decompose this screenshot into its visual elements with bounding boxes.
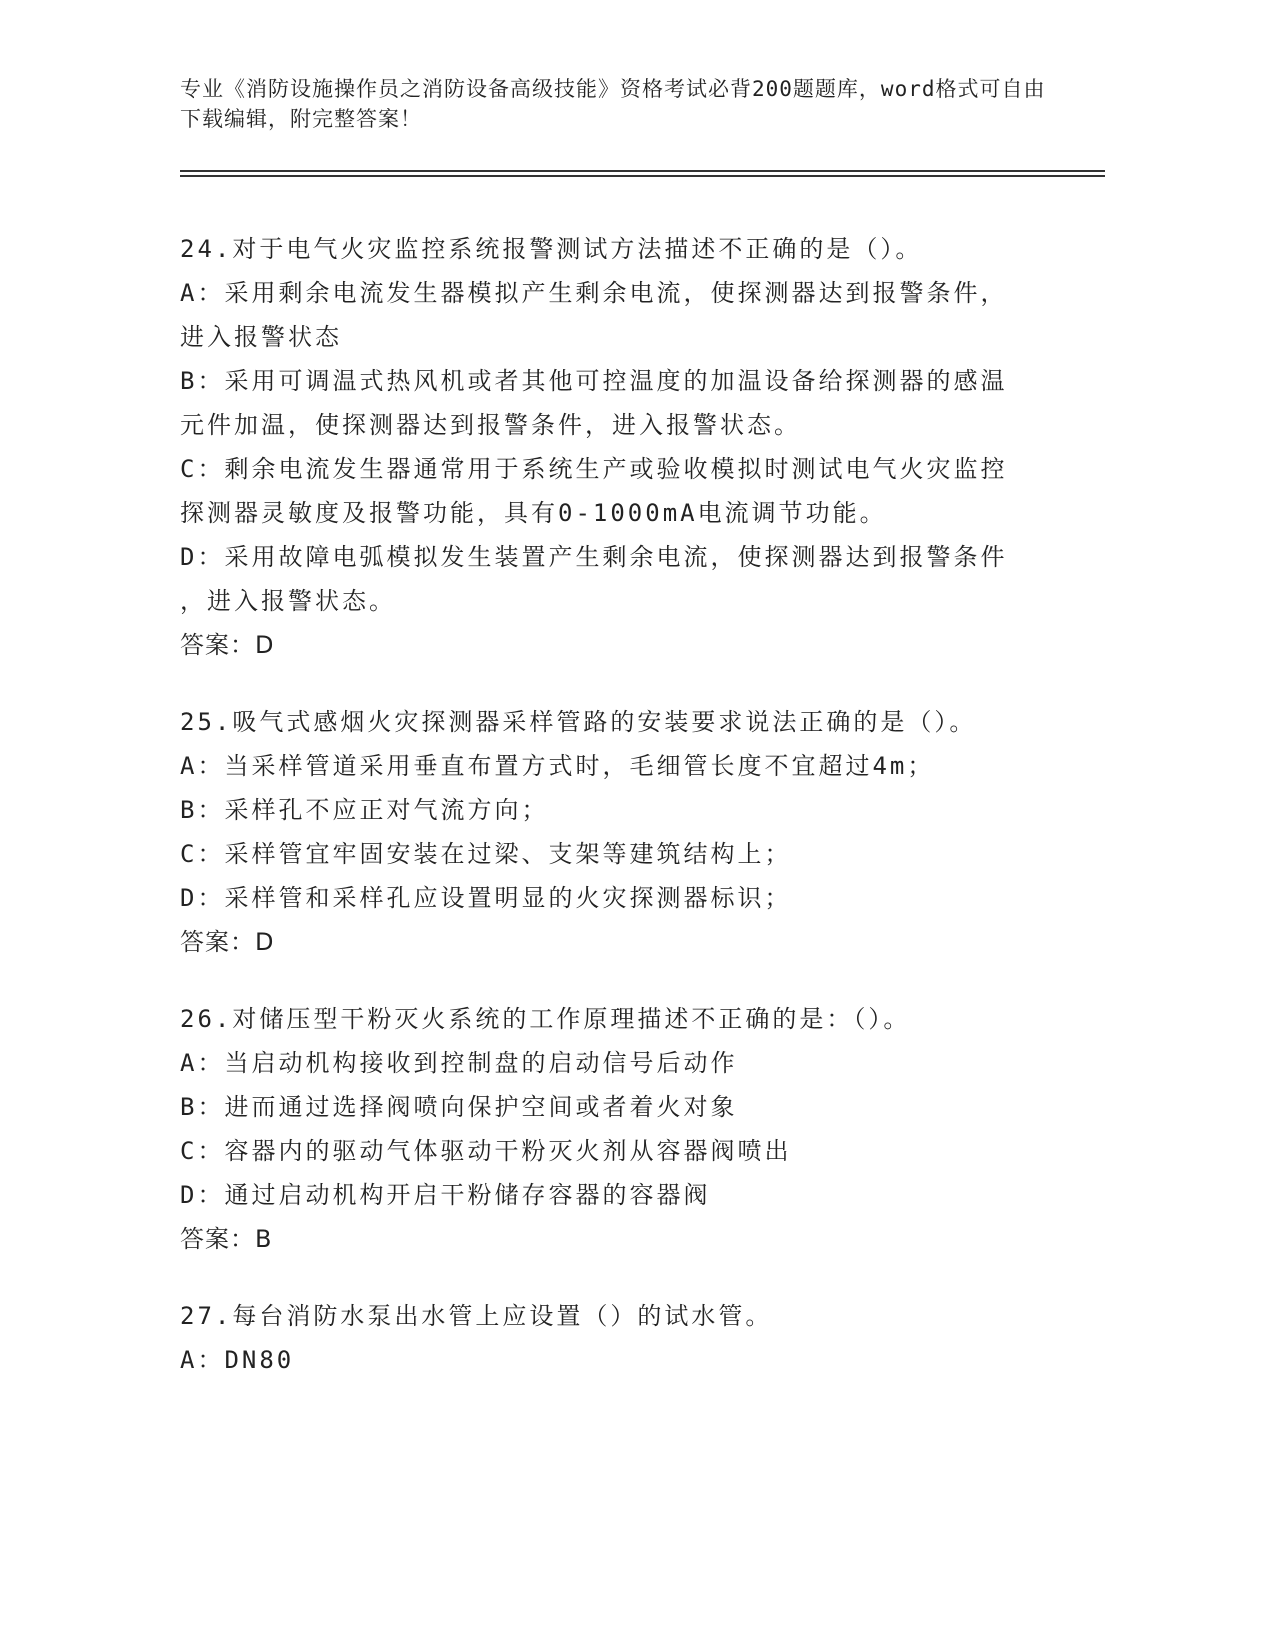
answer-label: 答案：D <box>180 631 275 659</box>
option-a <box>180 271 1040 359</box>
document-header <box>180 74 1050 134</box>
question-27 <box>180 1294 1040 1382</box>
question-list <box>180 227 1040 1415</box>
option-line: C：剩余电流发生器通常用于系统生产或验收模拟时测试电气火灾监控 <box>180 455 1008 483</box>
header-text: 专业《消防设施操作员之消防设备高级技能》资格考试必背200题题库，word格式可自由下载编辑，附完整答案！ <box>180 77 1046 131</box>
option-d <box>180 535 1040 623</box>
option-line: ，进入报警状态。 <box>180 587 396 615</box>
option-c: C：采样管宜牢固安装在过梁、支架等建筑结构上； <box>180 840 792 868</box>
option-a: A：当采样管道采用垂直布置方式时，毛细管长度不宜超过4m； <box>180 752 935 780</box>
header-divider-top <box>180 170 1105 172</box>
option-line: 探测器灵敏度及报警功能，具有0-1000mA电流调节功能。 <box>180 499 887 527</box>
header-divider-bottom <box>180 175 1105 177</box>
question-stem: 25.吸气式感烟火灾探测器采样管路的安装要求说法正确的是（）。 <box>180 708 977 736</box>
option-c: C：容器内的驱动气体驱动干粉灭火剂从容器阀喷出 <box>180 1137 792 1165</box>
option-line: 元件加温，使探测器达到报警条件，进入报警状态。 <box>180 411 801 439</box>
question-24 <box>180 227 1040 667</box>
answer-label: 答案：B <box>180 1225 273 1253</box>
question-stem: 24.对于电气火灾监控系统报警测试方法描述不正确的是（）。 <box>180 235 923 263</box>
option-line: B：采用可调温式热风机或者其他可控温度的加温设备给探测器的感温 <box>180 367 1008 395</box>
option-a: A：当启动机构接收到控制盘的启动信号后动作 <box>180 1049 738 1077</box>
option-c <box>180 447 1040 535</box>
question-stem: 27.每台消防水泵出水管上应设置（）的试水管。 <box>180 1302 773 1330</box>
option-b <box>180 359 1040 447</box>
option-d: D：采样管和采样孔应设置明显的火灾探测器标识； <box>180 884 792 912</box>
option-a: A：DN80 <box>180 1346 295 1374</box>
option-line: A：采用剩余电流发生器模拟产生剩余电流，使探测器达到报警条件， <box>180 279 1008 307</box>
option-b: B：采样孔不应正对气流方向； <box>180 796 549 824</box>
option-d: D：通过启动机构开启干粉储存容器的容器阀 <box>180 1181 711 1209</box>
option-line: D：采用故障电弧模拟发生装置产生剩余电流，使探测器达到报警条件 <box>180 543 1008 571</box>
question-26 <box>180 997 1040 1261</box>
option-b: B：进而通过选择阀喷向保护空间或者着火对象 <box>180 1093 738 1121</box>
question-25 <box>180 700 1040 964</box>
option-line: 进入报警状态 <box>180 323 342 351</box>
question-stem: 26.对储压型干粉灭火系统的工作原理描述不正确的是：（）。 <box>180 1005 911 1033</box>
answer-label: 答案：D <box>180 928 275 956</box>
